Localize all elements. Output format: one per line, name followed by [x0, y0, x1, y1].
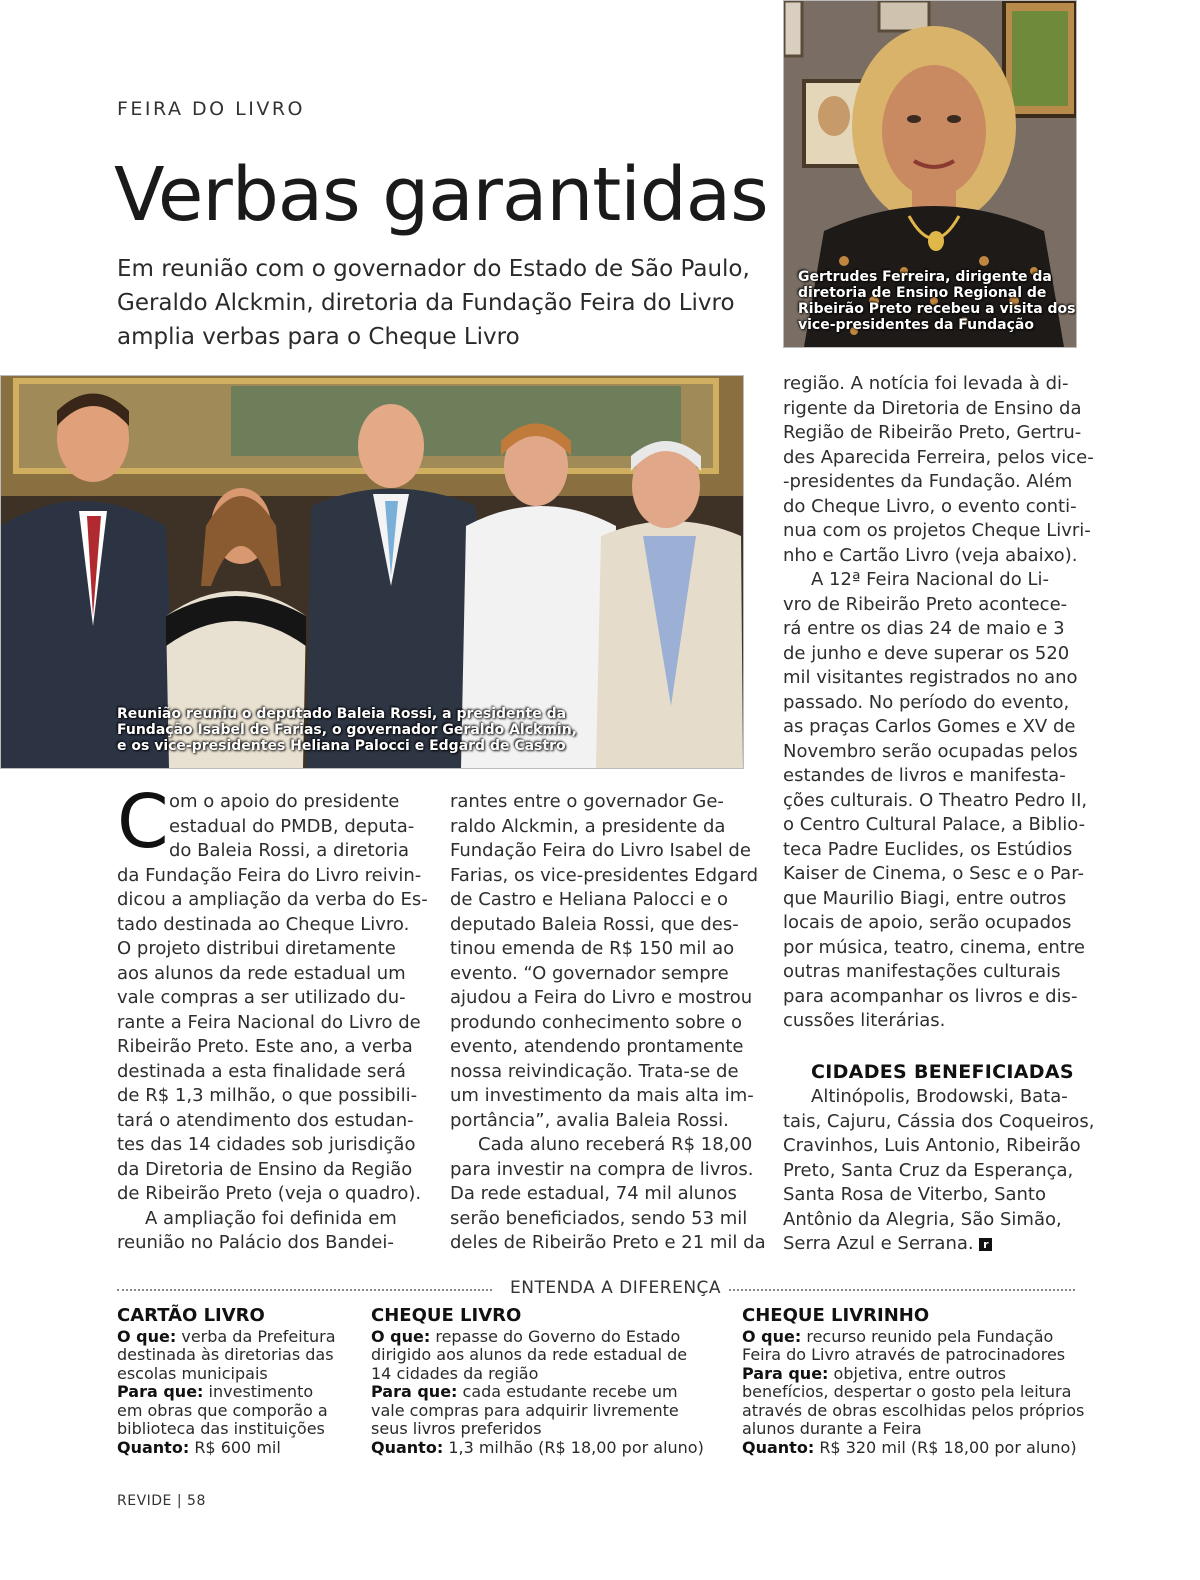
text-line: nua com os projetos Cheque Livri- — [783, 520, 1091, 541]
text-line: destinada a esta finalidade será — [117, 1060, 406, 1082]
text-line: locais de apoio, serão ocupados — [783, 912, 1072, 933]
section-label: FEIRA DO LIVRO — [117, 98, 305, 120]
info-column-cheque-livrinho — [742, 1305, 1085, 1457]
text-line: da Fundação Feira do Livro reivin- — [117, 864, 422, 886]
info-line: seus livros preferidos — [371, 1419, 542, 1438]
text-line: Da rede estadual, 74 mil alunos — [450, 1183, 737, 1204]
info-label: Quanto: — [742, 1437, 815, 1457]
caption-line: Fundação Isabel de Farias, o governador Geraldo Alckmin, — [117, 722, 577, 738]
info-label: O que: — [117, 1326, 177, 1346]
info-text: R$ 600 mil — [194, 1437, 281, 1457]
text-line: da Diretoria de Ensino da Região — [117, 1158, 413, 1180]
text-line: passado. No período do evento, — [783, 691, 1070, 713]
text-line: portância”, avalia Baleia Rossi. — [450, 1109, 729, 1131]
text-line: que Maurilio Biagi, entre outros — [783, 887, 1067, 909]
text-line: Novembro serão ocupadas pelos — [783, 740, 1078, 762]
text-line: de junho e deve superar os 520 — [783, 642, 1070, 664]
info-line — [117, 1439, 347, 1458]
text-line: deles de Ribeirão Preto e 21 mil da — [450, 1232, 766, 1253]
text-line: Cravinhos, Luis Antonio, Ribeirão — [783, 1135, 1081, 1156]
info-line — [742, 1328, 1082, 1347]
text-line: tado destinada ao Cheque Livro. — [117, 913, 410, 935]
text-line: reunião no Palácio dos Bandei- — [117, 1232, 394, 1253]
text-line: om o apoio do presidente — [169, 791, 400, 812]
divider-line-left — [117, 1289, 492, 1291]
article-column-3 — [783, 372, 1094, 1034]
page-footer — [117, 1493, 206, 1509]
text-line: vale compras a ser utilizado du- — [117, 987, 406, 1008]
text-line: Fundação Feira do Livro Isabel de — [450, 840, 751, 861]
info-label: Quanto: — [371, 1437, 444, 1457]
info-line — [371, 1439, 711, 1458]
info-line — [371, 1383, 711, 1402]
info-line: alunos durante a Feira — [742, 1419, 922, 1438]
text-line: O projeto distribui diretamente — [117, 938, 396, 959]
text-line: des Aparecida Ferreira, pelos vice- — [783, 446, 1094, 468]
text-line: A 12ª Feira Nacional do Li- — [811, 569, 1049, 590]
text-line: rante a Feira Nacional do Livro de — [117, 1011, 421, 1033]
text-line: evento. “O governador sempre — [450, 962, 729, 984]
text-line: teca Padre Euclides, os Estúdios — [783, 838, 1073, 860]
end-of-article-mark: r — [979, 1238, 992, 1251]
info-text: recurso reunido pela Fundação — [806, 1326, 1054, 1346]
info-line: destinada às diretorias das — [117, 1345, 334, 1364]
text-line: raldo Alckmin, a presidente da — [450, 815, 726, 837]
text-line: do Cheque Livro, o evento conti- — [783, 495, 1077, 517]
info-line: vale compras para adquirir livremente — [371, 1400, 679, 1420]
text-line: tais, Cajuru, Cássia dos Coqueiros, — [783, 1110, 1095, 1132]
subtitle-line: Geraldo Alckmin, diretoria da Fundação Feira do Livro — [117, 290, 735, 316]
info-line — [371, 1328, 711, 1347]
info-label: O que: — [742, 1326, 802, 1346]
article-column-1 — [117, 790, 428, 1256]
text-line: tes das 14 cidades sob jurisdição — [117, 1134, 416, 1155]
text-line: Cada aluno receberá R$ 18,00 — [478, 1134, 753, 1155]
text-line: aos alunos da rede estadual um — [117, 962, 406, 984]
info-line — [117, 1383, 347, 1402]
text-line — [783, 1232, 1075, 1257]
subtitle-line: Em reunião com o governador do Estado de São Paulo, — [117, 256, 750, 282]
text-line: de Castro e Heliana Palocci e o — [450, 889, 729, 910]
text-line: produndo conhecimento sobre o — [450, 1011, 742, 1033]
text-line: Região de Ribeirão Preto, Gertru- — [783, 422, 1082, 443]
text-line: Santa Rosa de Viterbo, Santo — [783, 1184, 1047, 1205]
caption-line: diretoria de Ensino Regional de — [798, 285, 1047, 301]
text-line: do Baleia Rossi, a diretoria — [169, 840, 410, 861]
drop-cap: C — [117, 779, 169, 865]
text-line: estadual do PMDB, deputa- — [169, 815, 415, 837]
info-line: biblioteca das instituições — [117, 1419, 325, 1438]
text-line: rigente da Diretoria de Ensino da — [783, 397, 1082, 419]
info-column-cheque-livro — [371, 1307, 711, 1457]
text-line: Preto, Santa Cruz da Esperança, — [783, 1159, 1074, 1181]
info-label: Para que: — [371, 1382, 458, 1401]
info-line: benefícios, despertar o gosto pela leitura — [742, 1382, 1072, 1401]
portrait-caption — [798, 269, 1076, 333]
portrait-photo — [783, 0, 1077, 348]
text-line: Altinópolis, Brodowski, Bata- — [811, 1086, 1068, 1107]
page-number: 58 — [187, 1493, 206, 1509]
info-label: Quanto: — [117, 1437, 190, 1457]
text-line: deputado Baleia Rossi, que des- — [450, 913, 739, 935]
info-text: R$ 320 mil (R$ 18,00 por aluno) — [819, 1437, 1077, 1457]
text-line-content: Serra Azul e Serrana. — [783, 1233, 974, 1254]
text-line: Farias, os vice-presidentes Edgard — [450, 864, 759, 886]
text-line: vro de Ribeirão Preto acontece- — [783, 593, 1068, 615]
subtitle-line: amplia verbas para o Cheque Livro — [117, 324, 520, 350]
info-line: através de obras escolhidas pelos próprios — [742, 1400, 1085, 1420]
info-line: escolas municipais — [117, 1363, 268, 1383]
text-line: nossa reivindicação. Trata-se de — [450, 1060, 739, 1082]
info-label: Para que: — [742, 1363, 829, 1383]
text-line: serão beneficiados, sendo 53 mil — [450, 1207, 748, 1229]
text-line: outras manifestações culturais — [783, 961, 1061, 982]
cities-box-title: CIDADES BENEFICIADAS — [811, 1061, 1074, 1083]
text-line: região. A notícia foi levada à di- — [783, 373, 1069, 394]
info-title: CHEQUE LIVRINHO — [742, 1305, 930, 1326]
info-line: dirigido aos alunos da rede estadual de — [371, 1345, 688, 1364]
divider-line-right — [700, 1289, 1075, 1291]
caption-line: Gertrudes Ferreira, dirigente da — [798, 269, 1052, 285]
info-line: 14 cidades da região — [371, 1363, 539, 1383]
text-line: ções culturais. O Theatro Pedro II, — [783, 789, 1088, 811]
cities-list — [783, 1085, 1095, 1257]
caption-line: Ribeirão Preto recebeu a visita dos — [798, 301, 1076, 317]
text-line: por música, teatro, cinema, entre — [783, 936, 1085, 958]
text-line: um investimento da mais alta im- — [450, 1085, 754, 1106]
text-line: cussões literárias. — [783, 1010, 946, 1031]
text-line: ajudou a Feira do Livro e mostrou — [450, 987, 753, 1008]
text-line: rantes entre o governador Ge- — [450, 791, 724, 812]
text-line: dicou a ampliação da verba do Es- — [117, 889, 428, 910]
text-line: Antônio da Alegria, São Simão, — [783, 1208, 1062, 1230]
article-column-2 — [450, 790, 766, 1256]
text-line: de R$ 1,3 milhão, o que possibili- — [117, 1085, 418, 1106]
footer-separator: | — [176, 1493, 183, 1509]
info-line — [742, 1439, 1082, 1458]
info-title: CARTÃO LIVRO — [117, 1305, 265, 1326]
caption-line: Reunião reuniu o deputado Baleia Rossi, a presidente da — [117, 706, 567, 722]
magazine-name: REVIDE — [117, 1493, 172, 1509]
info-text: investimento — [208, 1382, 314, 1401]
group-photo — [0, 375, 744, 769]
info-text: cada estudante recebe um — [462, 1382, 678, 1401]
text-line: nho e Cartão Livro (veja abaixo). — [783, 544, 1078, 566]
divider-label: ENTENDA A DIFERENÇA — [502, 1278, 729, 1298]
text-line: tará o atendimento dos estudan- — [117, 1109, 414, 1131]
caption-line: vice-presidentes da Fundação — [798, 317, 1034, 333]
text-line: mil visitantes registrados no ano — [783, 667, 1078, 688]
text-line: Ribeirão Preto. Este ano, a verba — [117, 1036, 413, 1057]
text-line: o Centro Cultural Palace, a Biblio- — [783, 814, 1086, 835]
info-title: CHEQUE LIVRO — [371, 1305, 522, 1326]
text-line: Kaiser de Cinema, o Sesc e o Par- — [783, 863, 1084, 884]
text-line: estandes de livros e manifesta- — [783, 765, 1066, 786]
text-line: A ampliação foi definida em — [145, 1207, 397, 1229]
text-line: de Ribeirão Preto (veja o quadro). — [117, 1183, 422, 1204]
text-line: para investir na compra de livros. — [450, 1158, 754, 1180]
caption-line: e os vice-presidentes Heliana Palocci e Edgard de Castro — [117, 738, 566, 754]
info-line: Feira do Livro através de patrocinadores — [742, 1345, 1066, 1364]
info-text: verba da Prefeitura — [181, 1326, 336, 1346]
info-label: Para que: — [117, 1382, 204, 1401]
group-photo-caption — [117, 706, 577, 754]
text-line: rá entre os dias 24 de maio e 3 — [783, 618, 1065, 639]
info-text: objetiva, entre outros — [833, 1363, 1006, 1383]
subtitle — [117, 252, 767, 354]
headline: Verbas garantidas — [114, 152, 768, 238]
info-line: em obras que comporão a — [117, 1400, 328, 1420]
text-line: as praças Carlos Gomes e XV de — [783, 716, 1076, 737]
info-column-cartao-livro — [117, 1307, 347, 1457]
text-line: tinou emenda de R$ 150 mil ao — [450, 938, 735, 959]
info-label: O que: — [371, 1326, 431, 1346]
info-text: 1,3 milhão (R$ 18,00 por aluno) — [448, 1437, 704, 1457]
info-text: repasse do Governo do Estado — [435, 1326, 681, 1346]
text-line: para acompanhar os livros e dis- — [783, 985, 1078, 1007]
info-line — [117, 1328, 347, 1347]
text-line: -presidentes da Fundação. Além — [783, 471, 1073, 492]
text-line: evento, atendendo prontamente — [450, 1036, 744, 1057]
info-line — [742, 1365, 1082, 1384]
